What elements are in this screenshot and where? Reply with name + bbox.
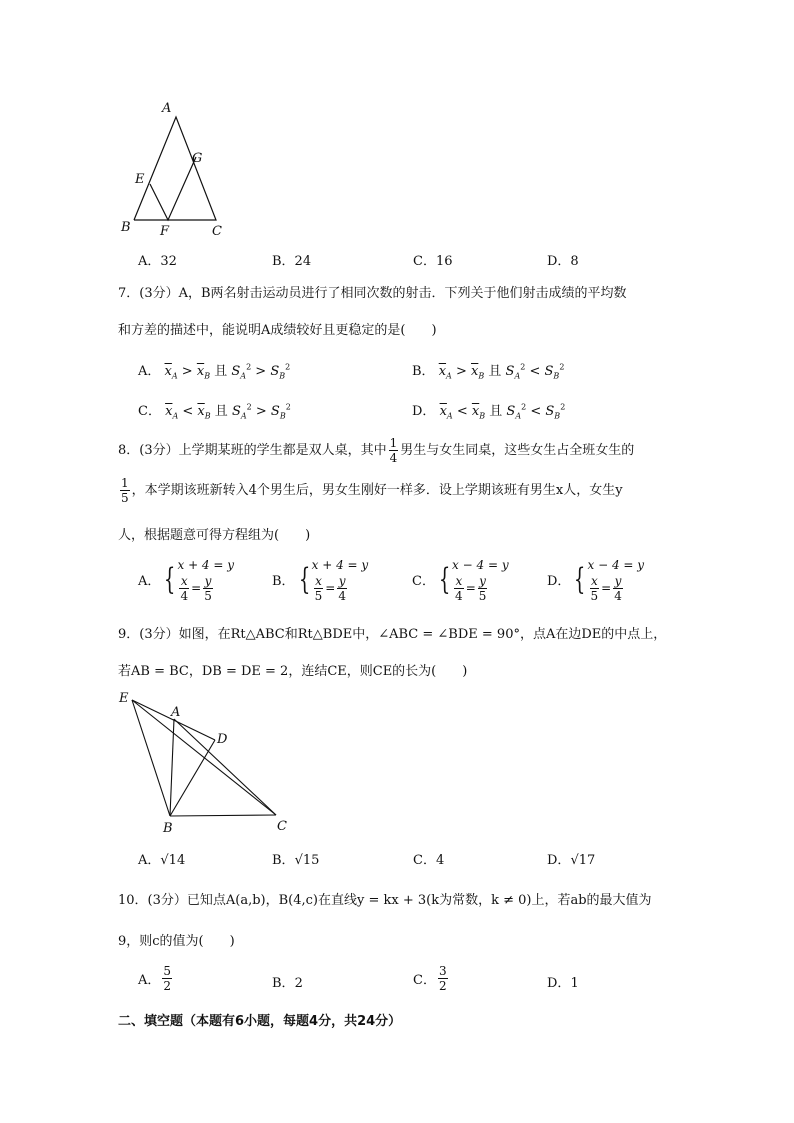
triangle-figure-q6 bbox=[112, 96, 242, 241]
q10-option-a[interactable]: A． $\frac{5}{2}$ bbox=[138, 964, 172, 993]
q9-option-d[interactable]: D．√17 bbox=[547, 853, 596, 868]
q10-option-b[interactable]: B．2 bbox=[272, 976, 303, 991]
vertex-label-A: A bbox=[171, 705, 181, 720]
q6-option-b[interactable]: B．24 bbox=[272, 254, 312, 269]
vertex-label-B: B bbox=[121, 220, 131, 235]
vertex-label-E: E bbox=[119, 691, 129, 706]
vertex-label-E: E bbox=[135, 172, 145, 187]
q7-option-d[interactable]: D． $\overline{x}_A < \overline{x}_B$ 且 $S_A^2 < S_B^2$ bbox=[412, 402, 566, 421]
q9-stem-line2: 若AB = BC，DB = DE = 2，连结CE，则CE的长为( ) bbox=[118, 664, 468, 679]
vertex-label-G: G bbox=[192, 151, 203, 166]
q8-stem-line2: $\frac{1}{5}$ ，本学期该班新转入4个男生后，男女生刚好一样多．设上学期该班有男生x人，女生y bbox=[121, 476, 623, 505]
q8-option-b[interactable]: B． { x + 4 = y $\frac{x}{5}$ = $\frac{y}{4}$ bbox=[272, 558, 369, 603]
q10-option-c[interactable]: C． $\frac{3}{2}$ bbox=[413, 964, 447, 993]
q9-option-a[interactable]: A．√14 bbox=[138, 853, 186, 868]
triangle-figure-q9 bbox=[112, 686, 302, 836]
section-heading-fill-in: 二、填空题（本题有6小题，每题4分，共24分） bbox=[118, 1014, 402, 1029]
q6-option-d[interactable]: D．8 bbox=[547, 254, 579, 269]
q7-stem-line2: 和方差的描述中，能说明A成绩较好且更稳定的是( ) bbox=[118, 323, 437, 338]
q7-option-b[interactable]: B． $\overline{x}_A > \overline{x}_B$ 且 $S_A^2 < S_B^2$ bbox=[412, 362, 565, 381]
q9-stem-line1: 9．(3分）如图，在Rt△ABC和Rt△BDE中，∠ABC = ∠BDE = 90°，点A在边DE的中点上， bbox=[118, 627, 667, 642]
q10-stem-line1: 10．(3分）已知点A(a,b)，B(4,c)在直线y = kx + 3(k为常数，k ≠ 0)上，若ab的最大值为 bbox=[118, 893, 652, 908]
q7-option-c[interactable]: C． $\overline{x}_A < \overline{x}_B$ 且 $S_A^2 > S_B^2$ bbox=[138, 402, 291, 421]
q8-option-c[interactable]: C． { x − 4 = y $\frac{x}{4}$ = $\frac{y}{5}$ bbox=[412, 558, 509, 603]
q7-option-a[interactable]: A． $\overline{x}_A > \overline{x}_B$ 且 $S_A^2 > S_B^2$ bbox=[138, 362, 291, 381]
q8-option-a[interactable]: A． { x + 4 = y $\frac{x}{4}$ = $\frac{y}{5}$ bbox=[138, 558, 235, 603]
vertex-label-A: A bbox=[162, 101, 172, 116]
q6-option-a[interactable]: A．32 bbox=[138, 254, 177, 269]
q10-stem-line2: 9，则c的值为( ) bbox=[118, 934, 235, 949]
q10-option-d[interactable]: D．1 bbox=[547, 976, 579, 991]
vertex-label-C: C bbox=[277, 819, 287, 834]
q7-stem-line1: 7．(3分）A，B两名射击运动员进行了相同次数的射击．下列关于他们射击成绩的平均数 bbox=[118, 286, 627, 301]
q8-option-d[interactable]: D． { x − 4 = y $\frac{x}{5}$ = $\frac{y}{4}$ bbox=[547, 558, 645, 603]
vertex-label-B: B bbox=[163, 821, 173, 836]
q9-option-c[interactable]: C．4 bbox=[413, 853, 445, 868]
vertex-label-D: D bbox=[217, 732, 228, 747]
fraction-one-quarter: $\frac{1}{4}$ bbox=[389, 436, 398, 465]
q8-stem-line3: 人，根据题意可得方程组为( ) bbox=[118, 528, 311, 543]
fraction-one-fifth: $\frac{1}{5}$ bbox=[121, 476, 129, 505]
vertex-label-C: C bbox=[212, 224, 222, 239]
vertex-label-F: F bbox=[160, 224, 170, 239]
q6-option-c[interactable]: C．16 bbox=[413, 254, 453, 269]
q9-option-b[interactable]: B．√15 bbox=[272, 853, 320, 868]
q8-stem-line1: 8．(3分）上学期某班的学生都是双人桌，其中 $\frac{1}{4}$ 男生与女生同桌，这些女生占全班女生的 bbox=[118, 436, 635, 465]
